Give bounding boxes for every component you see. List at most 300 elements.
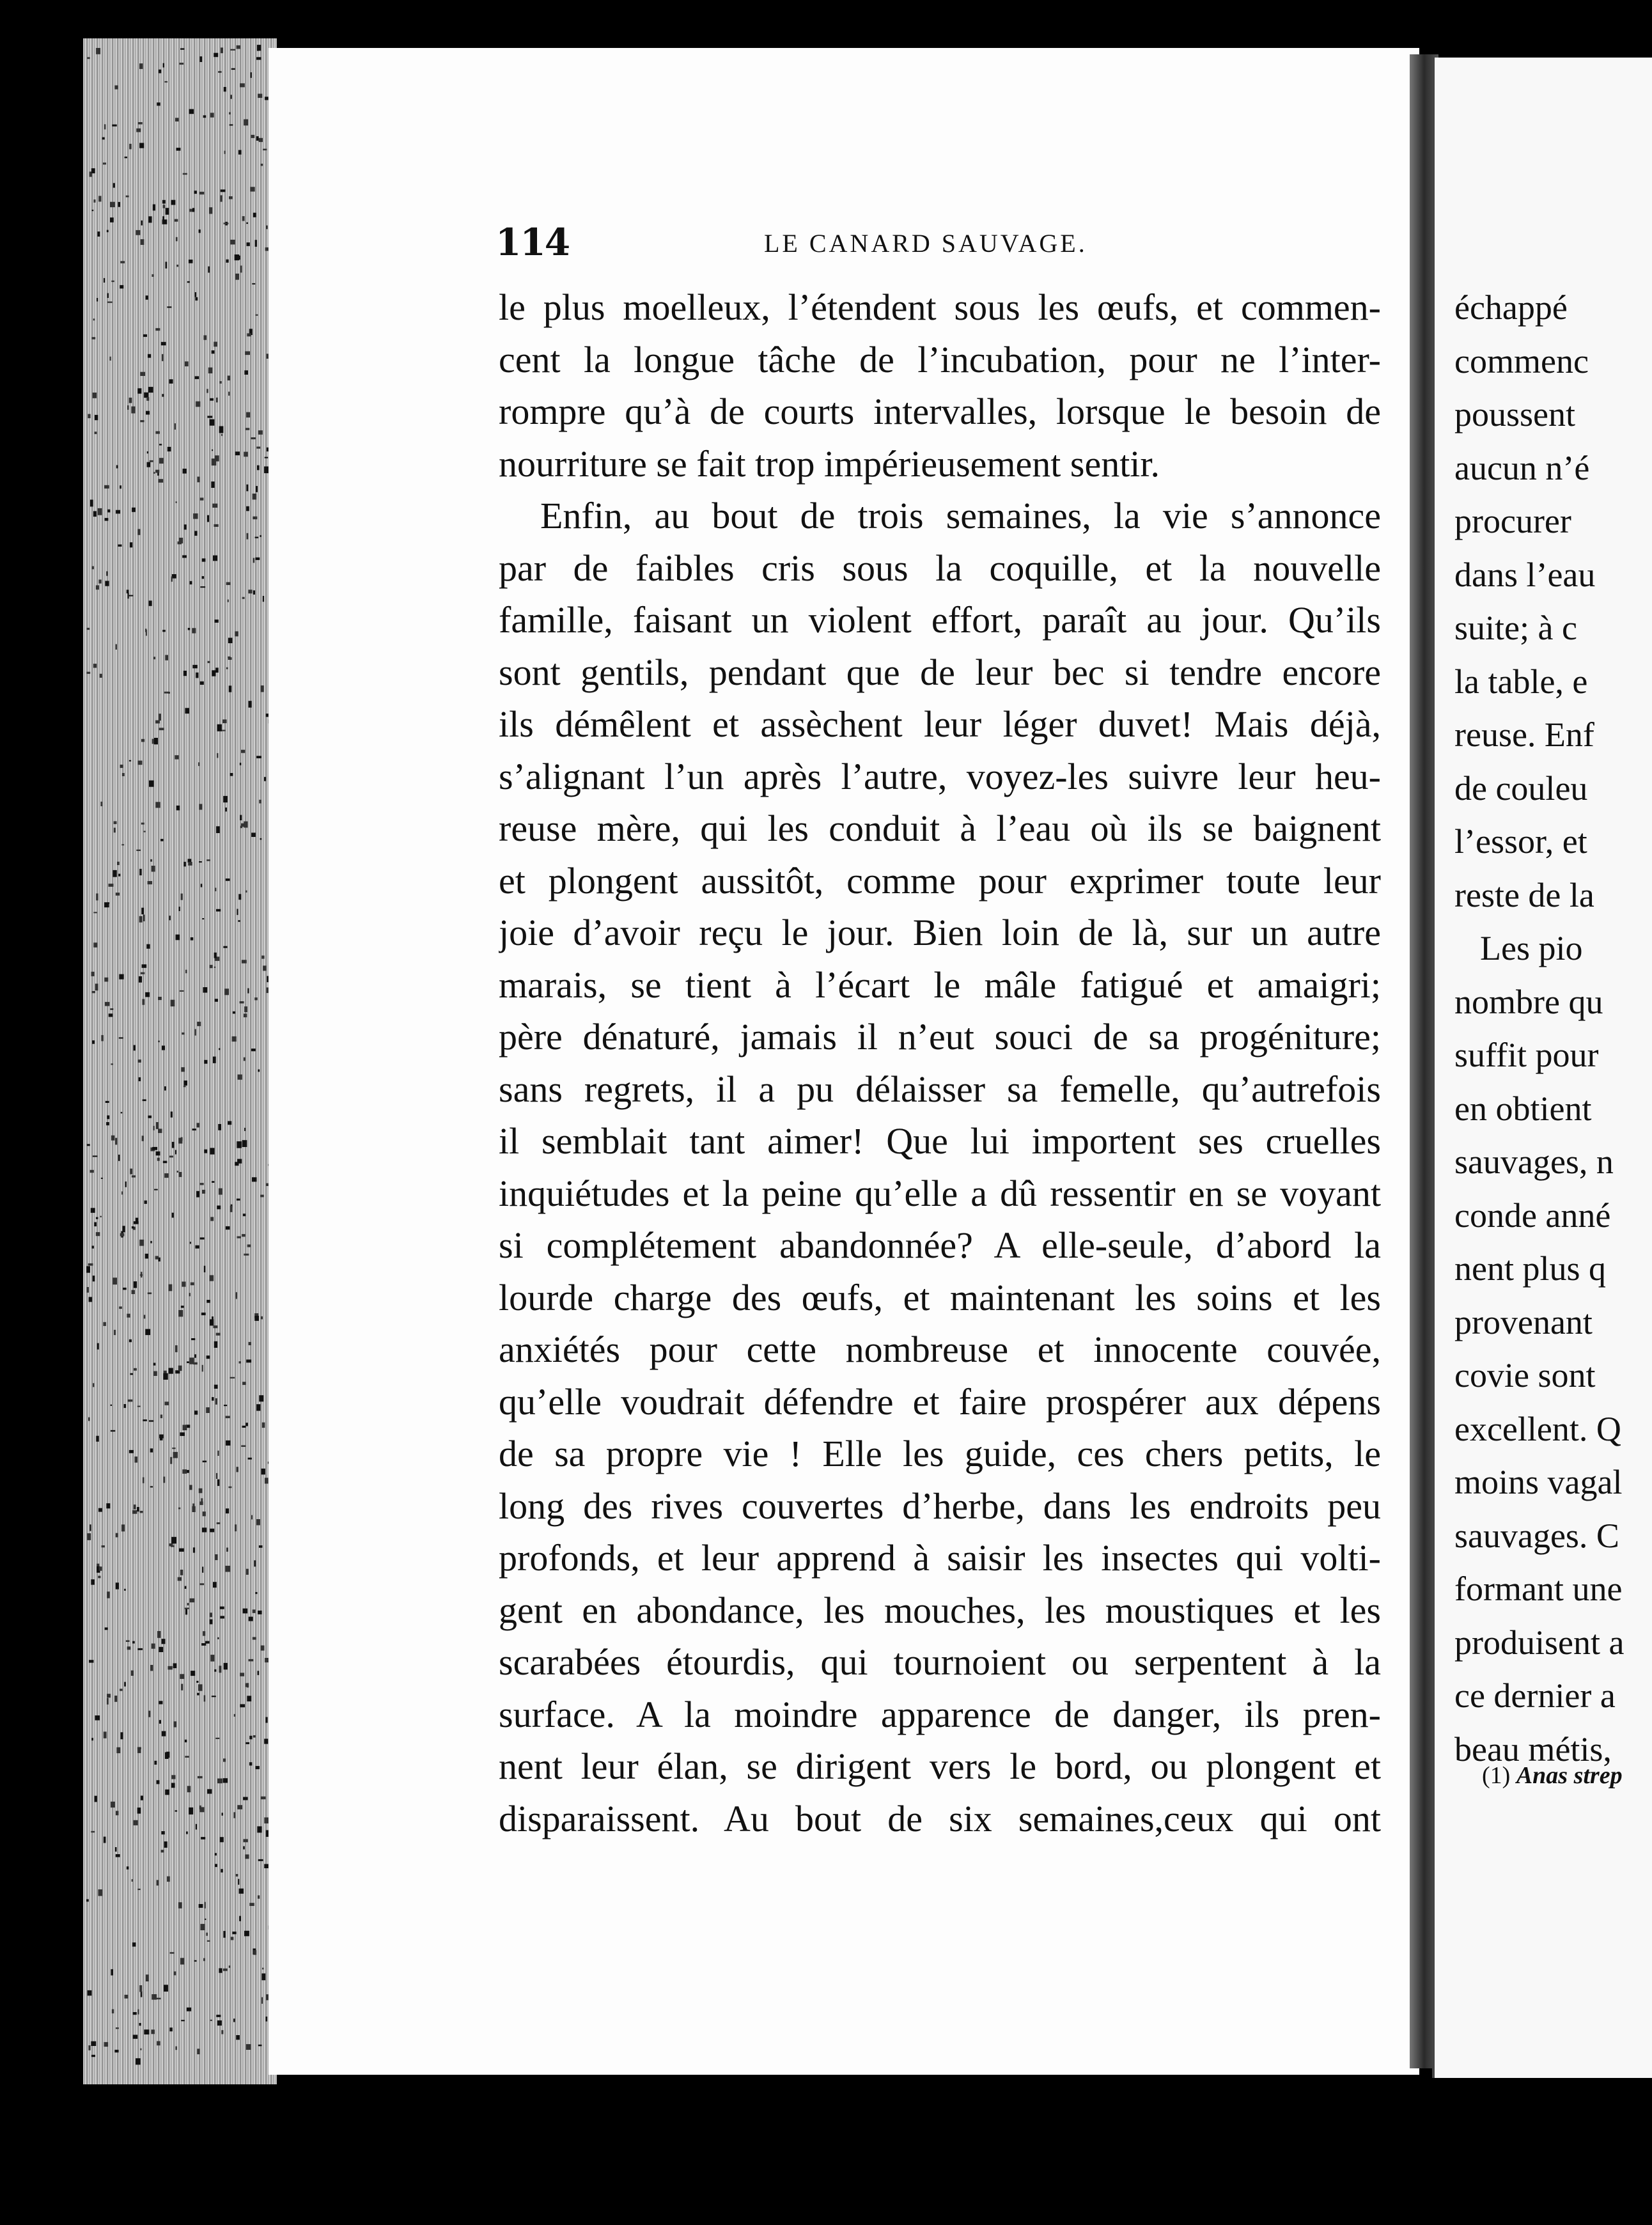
speckle bbox=[244, 1254, 249, 1256]
speckle bbox=[196, 1123, 199, 1127]
speckle bbox=[113, 1277, 117, 1284]
speckle bbox=[207, 1355, 210, 1359]
speckle bbox=[98, 508, 102, 515]
speckle bbox=[235, 451, 240, 455]
right-page-footnote bbox=[1482, 1761, 1623, 1790]
speckle bbox=[184, 524, 187, 529]
speckle bbox=[92, 1245, 94, 1248]
speckle bbox=[236, 1874, 238, 1877]
speckle bbox=[208, 368, 213, 373]
speckle bbox=[141, 1992, 143, 1997]
speckle bbox=[115, 1138, 117, 1145]
speckle bbox=[243, 1797, 248, 1800]
speckle bbox=[130, 1373, 133, 1375]
speckle bbox=[216, 909, 221, 912]
speckle bbox=[202, 1566, 203, 1572]
speckle bbox=[210, 1612, 212, 1617]
speckle bbox=[121, 1112, 123, 1113]
speckle bbox=[137, 1749, 141, 1753]
speckle bbox=[142, 1136, 144, 1141]
speckle bbox=[139, 143, 144, 148]
speckle bbox=[202, 1190, 205, 1194]
speckle bbox=[262, 1423, 265, 1428]
speckle bbox=[162, 1639, 166, 1644]
speckle bbox=[120, 1233, 125, 1237]
speckle bbox=[211, 481, 214, 488]
speckle bbox=[147, 462, 151, 467]
speckle bbox=[169, 1284, 173, 1292]
text-line: produisent a bbox=[1454, 1623, 1625, 1662]
speckle bbox=[148, 1292, 152, 1294]
speckle bbox=[192, 1128, 196, 1130]
speckle bbox=[217, 1779, 222, 1784]
speckle bbox=[253, 1735, 256, 1738]
speckle bbox=[141, 239, 144, 245]
speckle bbox=[104, 1731, 107, 1738]
speckle bbox=[91, 1831, 95, 1832]
speckle bbox=[237, 1141, 242, 1148]
speckle bbox=[199, 1488, 203, 1494]
speckle bbox=[86, 1266, 90, 1272]
speckle bbox=[242, 597, 245, 599]
speckle bbox=[181, 1306, 184, 1308]
speckle bbox=[127, 405, 129, 410]
speckle bbox=[187, 281, 190, 283]
speckle bbox=[204, 1060, 207, 1064]
speckle bbox=[219, 1048, 220, 1050]
speckle bbox=[240, 1001, 244, 1003]
speckle bbox=[145, 1329, 150, 1336]
speckle bbox=[221, 189, 226, 192]
speckle bbox=[111, 1802, 115, 1807]
speckle bbox=[168, 1666, 172, 1670]
speckle bbox=[222, 1813, 223, 1816]
speckle bbox=[153, 1371, 157, 1377]
speckle bbox=[159, 1647, 163, 1652]
speckle bbox=[246, 2044, 251, 2050]
speckle bbox=[201, 1313, 206, 1315]
speckle bbox=[244, 1013, 247, 1017]
speckle bbox=[87, 1144, 90, 1146]
speckle bbox=[180, 990, 184, 992]
speckle bbox=[202, 1527, 207, 1532]
text-line: la table, e bbox=[1454, 662, 1588, 701]
speckle bbox=[256, 486, 258, 492]
speckle bbox=[223, 1969, 228, 1971]
speckle bbox=[133, 2012, 137, 2015]
speckle bbox=[212, 1181, 214, 1183]
speckle bbox=[158, 1041, 160, 1043]
speckle bbox=[165, 1790, 169, 1795]
text-line: l’essor, et bbox=[1454, 822, 1587, 861]
speckle bbox=[217, 1637, 219, 1639]
speckle bbox=[143, 1478, 144, 1483]
text-line: nombre qu bbox=[1454, 982, 1603, 1021]
speckle bbox=[162, 354, 164, 361]
speckle bbox=[88, 1990, 92, 1995]
speckle bbox=[265, 2017, 267, 2022]
speckle bbox=[183, 469, 187, 474]
text-line: commenc bbox=[1454, 341, 1589, 380]
speckle bbox=[148, 387, 153, 393]
speckle bbox=[164, 1985, 168, 1992]
speckle bbox=[136, 850, 141, 851]
speckle bbox=[244, 1931, 249, 1937]
speckle bbox=[150, 1241, 152, 1244]
speckle bbox=[107, 293, 109, 299]
speckle bbox=[185, 1756, 189, 1758]
speckle bbox=[230, 240, 235, 245]
speckle bbox=[87, 1287, 89, 1293]
speckle bbox=[196, 1681, 198, 1683]
speckle bbox=[194, 531, 197, 536]
speckle bbox=[256, 136, 259, 141]
speckle bbox=[214, 524, 218, 527]
footnote-marker: (1) bbox=[1482, 1762, 1511, 1789]
speckle bbox=[96, 893, 98, 900]
speckle bbox=[134, 1820, 138, 1825]
speckle bbox=[258, 1859, 263, 1861]
speckle bbox=[134, 1045, 136, 1051]
speckle bbox=[219, 1666, 221, 1673]
speckle bbox=[138, 761, 143, 765]
speckle bbox=[260, 1195, 264, 1198]
speckle bbox=[124, 1589, 126, 1591]
speckle bbox=[218, 1124, 221, 1130]
speckle bbox=[158, 997, 162, 1000]
speckle bbox=[256, 1519, 260, 1526]
speckle bbox=[116, 465, 118, 469]
speckle bbox=[87, 628, 90, 630]
speckle bbox=[105, 581, 109, 586]
speckle bbox=[172, 1213, 174, 1218]
speckle bbox=[248, 1458, 252, 1460]
speckle bbox=[224, 222, 229, 224]
speckle bbox=[206, 1933, 208, 1936]
speckle bbox=[214, 1341, 218, 1348]
speckle bbox=[152, 1994, 157, 2000]
speckle bbox=[213, 1057, 216, 1063]
speckle bbox=[228, 600, 229, 602]
speckle bbox=[93, 664, 97, 668]
speckle bbox=[212, 504, 217, 508]
speckle bbox=[146, 397, 149, 401]
speckle bbox=[194, 1960, 197, 1962]
speckle bbox=[149, 600, 152, 605]
speckle bbox=[139, 63, 143, 69]
speckle bbox=[247, 533, 249, 540]
speckle bbox=[90, 1524, 91, 1531]
speckle bbox=[135, 1456, 138, 1463]
speckle bbox=[142, 999, 144, 1005]
speckle bbox=[105, 1002, 110, 1006]
speckle bbox=[88, 414, 90, 419]
speckle bbox=[220, 1837, 224, 1842]
speckle bbox=[95, 432, 97, 434]
speckle bbox=[225, 1566, 230, 1572]
speckle bbox=[169, 916, 171, 920]
speckle bbox=[232, 1932, 236, 1934]
speckle bbox=[204, 1695, 206, 1701]
speckle bbox=[114, 1330, 116, 1335]
speckle bbox=[192, 665, 198, 668]
speckle bbox=[122, 1226, 125, 1232]
speckle bbox=[101, 802, 103, 806]
speckle bbox=[144, 393, 148, 398]
speckle bbox=[185, 1609, 187, 1614]
speckle bbox=[101, 1035, 104, 1042]
speckle bbox=[223, 1931, 225, 1938]
speckle bbox=[106, 1503, 110, 1508]
speckle bbox=[258, 1611, 262, 1614]
speckle bbox=[120, 285, 123, 288]
speckle bbox=[228, 1121, 231, 1125]
speckle bbox=[169, 2027, 172, 2031]
text-line: surface. A la moindre apparence de danger, ils pren- bbox=[499, 1693, 1381, 1735]
speckle bbox=[203, 987, 208, 993]
speckle bbox=[157, 1158, 160, 1161]
speckle bbox=[231, 68, 235, 70]
speckle bbox=[193, 1547, 195, 1552]
speckle bbox=[213, 1582, 217, 1588]
speckle bbox=[159, 70, 161, 74]
speckle bbox=[119, 1037, 123, 1038]
speckle bbox=[129, 398, 132, 403]
speckle bbox=[162, 200, 166, 204]
speckle bbox=[125, 157, 127, 159]
speckle bbox=[253, 213, 256, 217]
speckle bbox=[156, 1122, 159, 1129]
speckle bbox=[178, 1310, 183, 1316]
speckle bbox=[217, 1206, 221, 1210]
speckle bbox=[202, 1365, 203, 1372]
speckle bbox=[261, 1646, 265, 1651]
text-line: anxiétés pour cette nombreuse et innocente couvée, bbox=[499, 1329, 1381, 1370]
speckle bbox=[106, 1122, 109, 1125]
speckle bbox=[264, 1864, 269, 1868]
speckle bbox=[230, 773, 233, 776]
speckle bbox=[96, 1232, 100, 1236]
speckle bbox=[159, 714, 161, 721]
text-line: marais, se tient à l’écart le mâle fatigué et amaigri; bbox=[499, 964, 1381, 1006]
speckle bbox=[192, 628, 196, 633]
speckle bbox=[217, 724, 222, 731]
speckle bbox=[236, 2035, 240, 2040]
speckle bbox=[130, 542, 132, 547]
speckle bbox=[244, 822, 247, 828]
speckle bbox=[243, 1846, 245, 1850]
speckle bbox=[231, 1937, 234, 1940]
speckle bbox=[175, 219, 178, 222]
speckle bbox=[251, 1049, 256, 1051]
speckle bbox=[253, 590, 255, 595]
speckle bbox=[240, 1704, 245, 1707]
speckle bbox=[97, 231, 100, 237]
speckle bbox=[249, 1342, 251, 1345]
speckle bbox=[210, 113, 214, 117]
speckle bbox=[160, 1415, 162, 1419]
speckle bbox=[141, 739, 144, 742]
speckle bbox=[154, 1189, 158, 1191]
text-line: nent leur élan, se dirigent vers le bord, ou plongent et bbox=[499, 1745, 1381, 1787]
text-line: par de faibles cris sous la coquille, et la nouvelle bbox=[499, 547, 1381, 589]
speckle bbox=[191, 1671, 195, 1676]
speckle bbox=[219, 381, 221, 384]
speckle bbox=[91, 972, 95, 976]
speckle bbox=[258, 1671, 260, 1675]
speckle bbox=[137, 2010, 139, 2015]
speckle bbox=[233, 2018, 235, 2022]
speckle bbox=[176, 265, 178, 267]
speckle bbox=[146, 411, 150, 415]
speckle bbox=[197, 2049, 199, 2054]
speckle bbox=[189, 260, 193, 263]
speckle bbox=[179, 1549, 184, 1552]
speckle bbox=[252, 283, 255, 285]
speckle bbox=[178, 542, 182, 545]
speckle bbox=[107, 510, 110, 513]
speckle bbox=[116, 1747, 120, 1753]
speckle bbox=[178, 1366, 182, 1371]
speckle bbox=[157, 102, 160, 105]
speckle bbox=[116, 510, 120, 514]
speckle bbox=[189, 1485, 192, 1490]
speckle bbox=[195, 1029, 196, 1036]
speckle bbox=[195, 292, 196, 297]
speckle bbox=[246, 1569, 249, 1575]
speckle bbox=[97, 298, 98, 302]
speckle bbox=[231, 95, 232, 98]
speckle bbox=[221, 1869, 223, 1872]
speckle bbox=[217, 753, 218, 758]
speckle bbox=[157, 1880, 159, 1885]
speckle bbox=[92, 566, 94, 570]
speckle bbox=[153, 205, 155, 211]
speckle bbox=[165, 655, 168, 660]
speckle bbox=[203, 1461, 207, 1463]
speckle bbox=[141, 908, 144, 914]
speckle bbox=[188, 862, 192, 866]
speckle bbox=[88, 2045, 90, 2050]
speckle bbox=[146, 295, 148, 300]
speckle bbox=[155, 431, 160, 433]
speckle bbox=[150, 1665, 153, 1671]
speckle bbox=[264, 777, 266, 781]
text-line: en obtient bbox=[1454, 1089, 1592, 1128]
speckle bbox=[149, 1420, 153, 1422]
speckle bbox=[90, 500, 93, 507]
speckle bbox=[133, 2035, 138, 2039]
speckle bbox=[244, 1006, 247, 1012]
speckle bbox=[204, 1266, 206, 1272]
speckle bbox=[221, 434, 222, 436]
speckle bbox=[91, 1738, 93, 1740]
speckle bbox=[240, 815, 242, 820]
speckle bbox=[156, 1152, 160, 1156]
speckle bbox=[137, 388, 141, 393]
speckle bbox=[87, 57, 90, 59]
speckle bbox=[239, 1916, 241, 1921]
speckle bbox=[157, 2041, 160, 2045]
page-number: 114 bbox=[495, 221, 570, 264]
speckle bbox=[104, 2042, 109, 2047]
text-line: famille, faisant un violent effort, paraît au jour. Qu’ils bbox=[499, 599, 1381, 641]
speckle bbox=[200, 1237, 205, 1239]
speckle bbox=[253, 494, 257, 499]
speckle bbox=[256, 756, 261, 758]
speckle bbox=[174, 1721, 177, 1727]
speckle bbox=[181, 1137, 183, 1141]
speckle bbox=[200, 1183, 204, 1185]
speckle bbox=[139, 2023, 141, 2026]
speckle bbox=[170, 1457, 172, 1464]
page-edge-speckles bbox=[0, 0, 275, 2225]
text-line: nent plus q bbox=[1454, 1249, 1606, 1288]
speckle bbox=[98, 196, 101, 201]
speckle bbox=[166, 208, 169, 215]
speckle bbox=[215, 999, 218, 1002]
speckle bbox=[113, 183, 115, 187]
speckle bbox=[173, 1663, 177, 1668]
speckle bbox=[159, 444, 162, 445]
speckle bbox=[153, 1126, 155, 1130]
speckle bbox=[160, 839, 164, 841]
speckle bbox=[258, 94, 262, 98]
speckle bbox=[207, 1300, 210, 1303]
speckle bbox=[172, 1448, 175, 1449]
speckle bbox=[145, 1254, 148, 1259]
speckle bbox=[182, 1282, 185, 1287]
speckle bbox=[169, 379, 173, 384]
speckle bbox=[213, 556, 217, 561]
text-line: dans l’eau bbox=[1454, 555, 1596, 594]
speckle bbox=[214, 53, 218, 58]
speckle bbox=[107, 1116, 109, 1120]
speckle bbox=[95, 984, 98, 991]
speckle bbox=[92, 210, 94, 211]
speckle bbox=[141, 221, 143, 226]
speckle bbox=[220, 1607, 224, 1609]
speckle bbox=[214, 342, 217, 347]
speckle bbox=[96, 1436, 98, 1442]
speckle bbox=[266, 226, 267, 230]
speckle bbox=[246, 412, 250, 418]
speckle bbox=[238, 1879, 239, 1885]
speckle bbox=[261, 1797, 266, 1800]
speckle bbox=[132, 1641, 135, 1644]
speckle bbox=[139, 1240, 144, 1246]
speckle bbox=[258, 1070, 260, 1072]
text-line: de sa propre vie ! Elle les guide, ces chers petits, le bbox=[499, 1433, 1381, 1474]
speckle bbox=[247, 988, 249, 994]
speckle bbox=[146, 630, 147, 636]
speckle bbox=[175, 118, 179, 121]
text-line: provenant bbox=[1454, 1302, 1593, 1341]
speckle bbox=[164, 1173, 169, 1178]
speckle bbox=[226, 582, 231, 586]
speckle bbox=[110, 1008, 113, 1010]
speckle bbox=[223, 796, 228, 802]
speckle bbox=[181, 1684, 183, 1690]
speckle bbox=[259, 1395, 263, 1401]
speckle bbox=[122, 773, 125, 776]
speckle bbox=[118, 874, 120, 877]
speckle bbox=[247, 1244, 251, 1247]
speckle bbox=[96, 585, 99, 589]
speckle bbox=[169, 1156, 173, 1158]
speckle bbox=[258, 1895, 260, 1898]
speckle bbox=[210, 2020, 212, 2021]
